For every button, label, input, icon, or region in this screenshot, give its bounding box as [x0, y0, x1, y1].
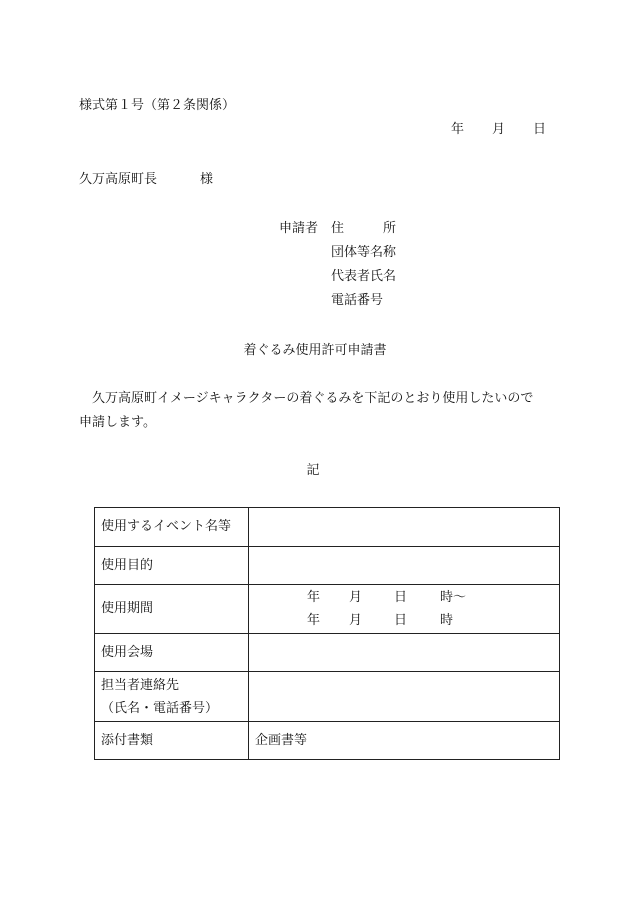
table-row-period [95, 585, 560, 634]
period-value [249, 585, 560, 634]
period-end [307, 609, 553, 632]
purpose-label: 使用目的 [95, 547, 249, 585]
addressee [79, 172, 213, 188]
period-end-day: 日 [394, 613, 408, 628]
event-name-value [249, 508, 560, 547]
venue-value [249, 634, 560, 672]
period-end-time: 時 [440, 613, 454, 628]
body-text-line2: 申請します。 [79, 415, 156, 430]
period-end-year: 年 [307, 613, 321, 628]
period-start-month: 月 [349, 590, 363, 605]
table-row-event-name [95, 508, 560, 547]
attachments-value: 企画書等 [249, 722, 560, 760]
venue-label: 使用会場 [95, 634, 249, 672]
attachments-label: 添付書類 [95, 722, 249, 760]
period-end-month: 月 [349, 613, 363, 628]
table-row-purpose [95, 547, 560, 585]
document-title: 着ぐるみ使用許可申請書 [243, 343, 387, 358]
period-start [307, 586, 553, 609]
ki-heading: 記 [306, 463, 320, 478]
date-day: 日 [533, 122, 547, 137]
period-start-day: 日 [394, 590, 408, 605]
applicant-org-name-label: 団体等名称 [331, 245, 397, 260]
form-number: 様式第１号（第２条関係） [79, 98, 236, 113]
period-start-time: 時～ [440, 590, 467, 605]
table-row-attachments [95, 722, 560, 760]
table-row-contact [95, 672, 560, 722]
contact-label [95, 672, 249, 722]
date-line [451, 122, 546, 138]
applicant-address-label: 住 所 [331, 221, 397, 236]
applicant-phone-label: 電話番号 [331, 293, 384, 308]
applicant-label: 申請者 [279, 221, 319, 236]
addressee-honorific: 様 [200, 172, 214, 187]
date-year: 年 [451, 122, 465, 137]
event-name-label: 使用するイベント名等 [95, 508, 249, 547]
addressee-name: 久万高原町長 [79, 172, 158, 187]
period-start-year: 年 [307, 590, 321, 605]
table-row-venue [95, 634, 560, 672]
applicant-representative-label: 代表者氏名 [331, 269, 397, 284]
contact-value [249, 672, 560, 722]
contact-label-line1: 担当者連絡先 [101, 677, 180, 693]
date-month: 月 [492, 122, 506, 137]
period-label: 使用期間 [95, 585, 249, 634]
application-table [94, 507, 560, 760]
body-text-line1: 久万高原町イメージキャラクターの着ぐるみを下記のとおり使用したいので [92, 391, 534, 406]
contact-label-line2: （氏名・電話番号） [101, 700, 219, 716]
purpose-value [249, 547, 560, 585]
